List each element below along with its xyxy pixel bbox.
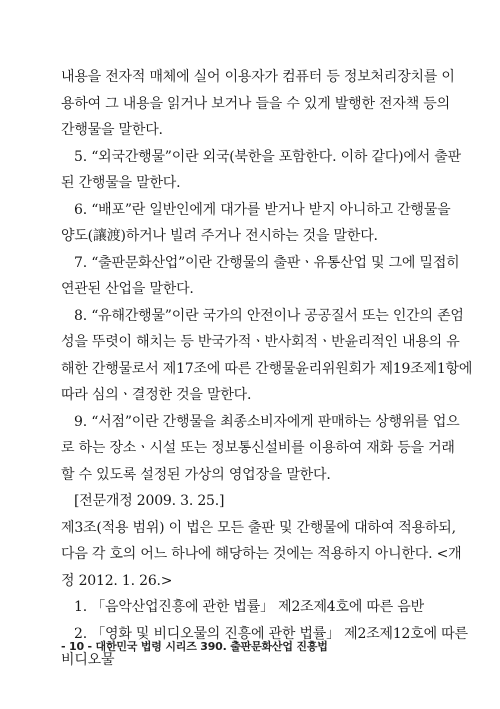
text-line: 해한 간행물로서 제17조에 따른 간행물윤리위원회가 제19조제1항에	[61, 360, 473, 377]
text-line: 8. “유해간행물”이란 국가의 안전이나 공공질서 또는 인간의 존엄	[74, 307, 464, 324]
text-line: 7. “출판문화산업”이란 간행물의 출판ㆍ유통산업 및 그에 밀접히	[74, 254, 460, 271]
text-line: 따라 심의ㆍ결정한 것을 말한다.	[61, 387, 252, 403]
text-line: 성을 뚜렷이 해치는 등 반국가적ㆍ반사회적ㆍ반윤리적인 내용의 유	[61, 334, 460, 350]
text-line: 1. 「음악산업진흥에 관한 법률」 제2조제4호에 따른 음반	[74, 599, 424, 615]
text-line: 정 2012. 1. 26.>	[61, 572, 173, 589]
text-line: 9. “서점”이란 간행물을 최종소비자에게 판매하는 상행위를 업으	[74, 413, 460, 430]
text-line: 로 하는 장소ㆍ시설 또는 정보통신설비를 이용하여 재화 등을 거래	[61, 440, 455, 456]
text-line: 내용을 전자적 매체에 실어 이용자가 컴퓨터 등 정보처리장치를 이	[61, 69, 455, 85]
text-line: 6. “배포”란 일반인에게 대가를 받거나 받지 아니하고 간행물을	[74, 201, 451, 218]
text-line: 할 수 있도록 설정된 가상의 영업장을 말한다.	[61, 466, 331, 483]
page-footer: - 10 - 대한민국 법령 시리즈 390. 출판문화산업 진흥법	[61, 640, 328, 653]
text-line: 2. 「영화 및 비디오물의 진흥에 관한 법률」 제2조제12호에 따른	[74, 625, 468, 642]
text-line: 다음 각 호의 어느 하나에 해당하는 것에는 적용하지 아니한다. <개	[61, 546, 462, 562]
text-line: [전문개정 2009. 3. 25.]	[74, 493, 225, 509]
text-line: 연관된 산업을 말한다.	[61, 281, 194, 297]
text-line: 용하여 그 내용을 읽거나 보거나 들을 수 있게 발행한 전자책 등의	[61, 95, 450, 112]
text-line: 간행물을 말한다.	[61, 122, 163, 138]
text-line: 된 간행물을 말한다.	[61, 175, 181, 191]
text-line: 5. “외국간행물”이란 외국(북한을 포함한다. 이하 같다)에서 출판	[74, 148, 461, 165]
text-line: 비디오물	[61, 652, 115, 668]
text-line: 양도(讓渡)하거나 빌려 주거나 전시하는 것을 말한다.	[61, 228, 378, 244]
text-line: 제3조(적용 범위) 이 법은 모든 출판 및 간행물에 대하여 적용하되,	[61, 519, 456, 536]
document-body	[61, 64, 473, 674]
